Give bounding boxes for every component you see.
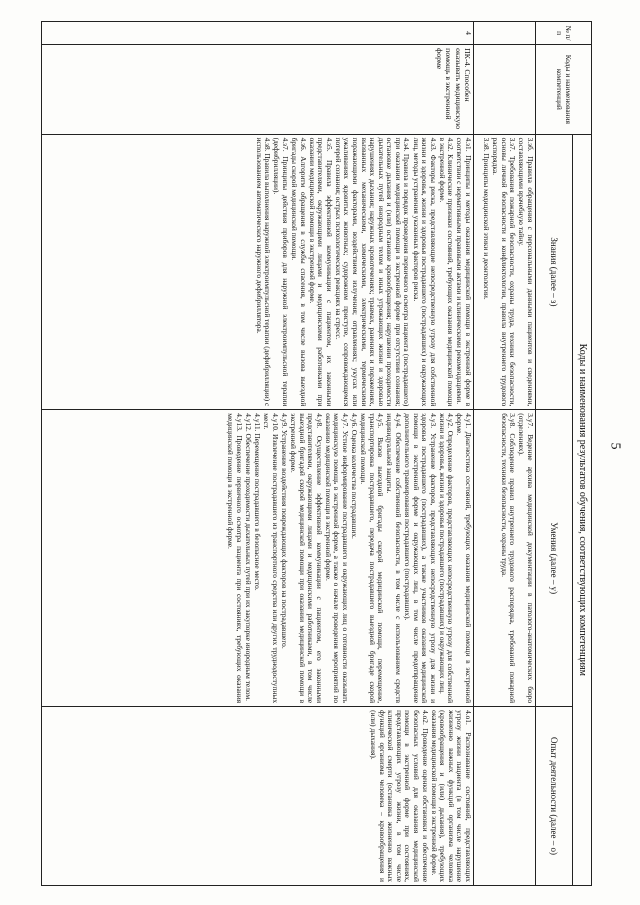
cell-competence-empty <box>474 45 536 134</box>
header-skills: Умения (далее – у) <box>536 410 573 707</box>
skill-item: 4.у11. Перемещение пострадавшего в безопасное место. <box>253 413 263 591</box>
experience-item: 4.о1. Распознавание состояний, представляющих угрозу жизни пациента (в том числе нарушение жизненно важных функций организма человека (кровообращения и (или) дыхания), требующих оказания медицинской помощи в экстренной форме. <box>429 710 473 882</box>
cell-competence <box>42 45 474 134</box>
header-results-title: Коды и наименования результатов обучения, соответствующих компетенциям <box>573 134 592 885</box>
skill-item: 4.у6. Оценка количества пострадавших. <box>349 413 359 539</box>
header-knowledge: Знания (далее – з) <box>536 134 573 410</box>
competence-name: ПК-4. Способен оказывать медицинскую помощь в экстренной форме <box>434 48 472 130</box>
knowledge-item: 4.з4. Правила и порядок проведения первичного осмотра пациента (пострадавшего) при оказании медицинской помощи в экстренной форме при отсутствии сознания; остановке дыхания и (или) остановке кровообращения; нарушении проходимости дыхательных путей инородным телом и иных угрожающих жизни и здоровью нарушениях дыхания; наружных кровотечениях; травмах, ранениях и поражениях, вызванных механическими, химическими, электрическими, термическими поражающими факторами, воздействием излучения; отравлениях; укусах или ужаливаниях ядовитых животных; судорожном приступе, сопровождающемся потерей сознания; острых психологических реакциях на стресс. <box>333 137 412 407</box>
skill-item: 4.у8. Осуществление эффективной коммуникации с пациентом, его законными представителями, окружающими лицами и медицинскими работниками, в том числе выездной бригадой скорой медицинской помощи при оказании медицинской помощи в экстренной форме. <box>288 413 324 704</box>
header-experience: Опыт деятельности (далее – о) <box>536 707 573 886</box>
rotated-table-wrapper <box>41 21 592 886</box>
header-competence: Коды и наименования компетенций <box>536 45 592 134</box>
page-number: 5 <box>607 442 623 450</box>
skill-item: 3.у8. Соблюдение правил внутреннего трудового распорядка, требований пожарной безопасности, техники безопасности, охраны труда. <box>499 413 518 704</box>
skill-item: 4.у12. Обеспечение проходимости дыхательных путей при их закупорке инородным телом. <box>244 413 254 701</box>
competence-table <box>41 21 592 886</box>
knowledge-item: 4.з8. Правила выполнения наружной электроимпульсной терапии (дефибрилляции) с использованием автоматического наружного дефибриллятора. <box>254 137 273 407</box>
knowledge-item: 3.з8. Принципы медицинской этики и деонтологии. <box>482 137 492 300</box>
table-row-4 <box>42 22 474 886</box>
skill-item: 4.у9. Устранение воздействия повреждающих факторов на пострадавшего. <box>279 413 289 649</box>
cell-knowledge-continued <box>474 134 536 410</box>
skill-item: 4.у13. Проведение первичного осмотра пациента при состояниях, требующих оказания медицинской помощи в экстренной форме. <box>226 413 244 704</box>
knowledge-item: 3.зб. Правила обращения с персональными данными пациентов и сведениями, составляющими врачебную тайну. <box>517 137 535 407</box>
cell-experience-empty <box>474 707 536 886</box>
knowledge-item: 4.з1. Принципы и методы оказания медицинской помощи в экстренной форме в соответствии с нормативными правовыми актами и клиническими рекомендациями. <box>455 137 473 407</box>
cell-num-empty <box>474 22 536 45</box>
header-num: № п/п <box>536 22 592 45</box>
skill-item: 4.у4. Обеспечение собственной безопасности, в том числе с использованием средств индивидуальной защиты. <box>385 413 403 704</box>
knowledge-item: 4.з2. Клинические признаки состояний, требующих оказания медицинской помощи в экстренной форме. <box>437 137 456 407</box>
table-row-continued <box>474 22 536 886</box>
skill-item: 4.у10. Извлечение пострадавшего из транспортного средства или других труднодоступных мест. <box>262 413 280 704</box>
cell-skills <box>42 410 474 707</box>
skill-item: 3.у7. Ведение архива медицинской документации в патолого-анатомических бюро (отделениях). <box>517 413 535 704</box>
knowledge-item: 4.з5. Правила эффективной коммуникации с пациентом, их законными представителями, окружающими лицами и медицинскими работниками при оказании медицинской помощи в экстренной форме. <box>307 137 334 407</box>
skill-item: 4.у5. Вызов выездной бригады скорой медицинской помощи, перемещение, транспортировка пострадавшего, передача пострадавшего выездной бригаде скорой медицинской помощи. <box>359 413 386 704</box>
skill-item: 4.у1. Диагностика состояний, требующих оказания медицинской помощи в экстренной форме. <box>455 413 473 704</box>
cell-row-number: 4 <box>42 22 474 45</box>
knowledge-item: 4.з7. Принципы действия приборов для наружной электроимпульсной терапии (дефибрилляции). <box>272 137 290 407</box>
knowledge-item: 3.з7. Требования пожарной безопасности, охраны труда, техники безопасности, основы личной безопасности и конфликтологии, правила внутреннего трудового распорядка. <box>491 137 518 407</box>
experience-item: 4.о2. Проведение оценки обстановки и обеспечение безопасных условий для оказания медицинской помощи в экстренной форме при состояниях, представляющих угрозу жизни, в том числе клинической смерти (остановка жизненно важных функций организма человека – кровообращения и (или) дыхания). <box>369 710 430 882</box>
knowledge-item: 4.з3. Факторы риска, представляющие непосредственную угрозу для собственной жизни и здоровья, жизни и здоровья пострадавшего (пострадавших) и окружающих лиц, методы устранения указанных факторов риска. <box>411 137 438 407</box>
skill-item: 4.у7. Устное информирование пострадавшего и окружающих лиц о готовности оказывать медицинскую помощь в экстренной форме, а также о начале проведения мероприятий по оказанию медицинской помощи в экстренной форме. <box>323 413 350 704</box>
skill-item: 4.у3. Устранение факторов, представляющих непосредственную угрозу для жизни и здоровья пострадавшего (пострадавших), а также участников оказания медицинской помощи в экстренной форме и окружающих лиц, в том числе предотвращение дополнительного травмирования пострадавшего (пострадавших). <box>402 413 438 704</box>
knowledge-item: 4.з6. Алгоритм обращения в службы спасения, в том числе вызова выездной бригады скорой медицинской помощи. <box>289 137 308 407</box>
skill-item: 4.у2. Определение факторов, представляющих непосредственную угрозу для собственной жизни и здоровья, жизни и здоровья пострадавшего (пострадавших) и окружающих лиц. <box>437 413 456 704</box>
cell-skills-continued <box>474 410 536 707</box>
cell-experience <box>42 707 474 886</box>
cell-knowledge <box>42 134 474 410</box>
